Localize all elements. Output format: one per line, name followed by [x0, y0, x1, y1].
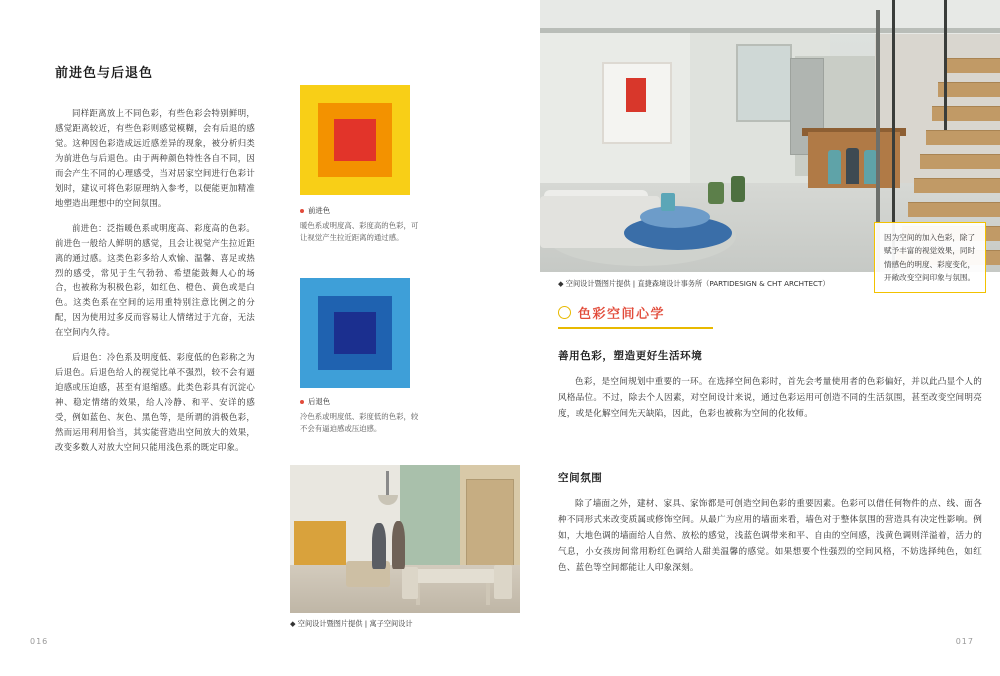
right-paragraph-2: 除了墙面之外，建材、家具、家饰都是可创造空间色彩的重要因素。色彩可以借任何物件的点、线、面各种不同形式来改变质属或修饰空间。从最广为应用的墙面来看，墙色对于整体氛围的营造具有决定性影响。例如，大地色调的墙面给人自然、放松的感觉，浅蓝色调带来和平、自由的空间感，浅黄色调则洋溢着，活力的气息，小女孩房间常用粉红色调给人甜美温馨的感觉。如果想要个性强烈的空间风格，不妨选择纯色，如红色、蓝色等空间都能让人印象深刻。	[558, 499, 982, 573]
bullet-dot-icon	[300, 400, 304, 404]
swatch-warm-core	[334, 119, 376, 161]
photo-stair-step	[920, 154, 1000, 169]
callout-note: 因为空间的加入色彩，除了赋予丰富的视觉效果，同时情感色的明度、彩度变化，开敞改变空间印象与氛围。	[874, 222, 986, 293]
photo-plant	[708, 182, 724, 204]
photo-chair	[494, 565, 512, 599]
photo-caption-right: ◆ 空间设计暨图片提供 | 直捷森境设计事务所（PARTIDESIGN & CHT ARCHTECT）	[558, 279, 830, 288]
photo-table-top	[410, 569, 496, 583]
photo-caption-left: ◆ 空间设计暨图片提供 | 寓子空间设计	[290, 619, 413, 628]
swatch-cool-mid	[318, 296, 392, 370]
photo-stair-step	[926, 130, 1000, 145]
photo-window	[736, 44, 792, 122]
photo-stair-step	[938, 82, 1000, 97]
photo-plant	[731, 176, 745, 202]
photo-framed-artwork	[602, 62, 672, 144]
photo-stair-step	[908, 202, 1000, 217]
circle-deco-icon	[558, 306, 571, 319]
swatch-warm-title: 前进色	[308, 206, 331, 215]
photo-wall-green	[400, 465, 460, 565]
swatch-cool-text: 冷色系或明度低、彩度低的色彩，较不会有逼迫感或压迫感。	[300, 411, 419, 433]
photo-table-leg	[486, 583, 490, 605]
photo-coffee-table-upper	[640, 206, 710, 228]
page-title: 前进色与后退色	[55, 66, 154, 81]
paragraph-1: 同样距离放上不同色彩，有些色彩会特别鲜明，感觉距离较近，有些色彩则感觉模糊，会有后退的感觉。这种因色彩造成远近感差异的现象，被分析归类为前进色与后退色。由于两种颜色特性各自不同，因而会产生不同的心理感受，当对居家空间进行色彩计划时，建议可将色彩原理纳入参考，以便能更加精准地塑造出理想中的空间氛围。	[55, 108, 255, 208]
photo-stair-post	[944, 0, 947, 130]
photo-yellow-cabinet	[294, 521, 346, 565]
swatch-warm-title-line	[300, 205, 420, 217]
right-page	[540, 0, 1000, 676]
photo-bar-stool	[846, 148, 859, 184]
swatch-cool-title: 后退色	[308, 397, 331, 406]
swatch-cool-caption	[300, 396, 420, 435]
paragraph-3: 后退色：冷色系及明度低、彩度低的色彩称之为后退色。后退色给人的视觉比单不强烈，较不会有逼迫感或压迫感，甚至有退缩感。此类色彩具有沉淀心神、稳定情绪的效果，给人冷静、和平、安详的感受，例如蓝色、灰色、黑色等，是所谓的消极色彩，然而运用利用恰当，其实能营造出空间放大的效果，改变多数人对放大空间只能用浅色系的既定印象。	[55, 352, 255, 453]
interior-photo-dining	[290, 465, 520, 613]
photo-bar-stool	[828, 150, 841, 184]
sub-heading-1: 善用色彩，塑造更好生活环境	[558, 350, 703, 362]
photo-pendant-cord	[386, 471, 389, 497]
section-title-group	[558, 303, 665, 322]
swatch-cool-title-line	[300, 396, 420, 408]
sub-heading-2: 空间氛围	[558, 472, 603, 484]
swatch-warm-caption	[300, 205, 420, 244]
folio-right: 017	[955, 637, 974, 646]
bullet-dot-icon	[300, 209, 304, 213]
artwork-figure	[626, 78, 646, 112]
photo-person	[392, 521, 405, 569]
section-title: 色彩空间心学	[578, 307, 666, 322]
paragraph-2: 前进色：泛指暖色系或明度高、彩度高的色彩。前进色一般给人鲜明的感觉，且会让视觉产生拉近距离的通过感。这类色彩多给人欢愉、温馨、喜足或热烈的感受，常见于生气勃勃、希望能鼓舞人心的场合，也被称为积极色彩，如红色、橙色、黄色或是白色。这类色系在空间的运用重特别注意比例之的分配，因为使用过多反而容易让人情绪过于亢奋，无法在空间内久待。	[55, 222, 255, 338]
photo-chair	[402, 567, 418, 599]
swatch-cool-colors	[300, 278, 410, 388]
photo-stair-step	[914, 178, 1000, 193]
folio-left: 016	[30, 637, 49, 646]
photo-person	[372, 523, 386, 569]
swatch-warm-mid	[318, 103, 392, 177]
swatch-warm-text: 暖色系或明度高、彩度高的色彩，可让视觉产生拉近距离的通过感。	[300, 220, 419, 242]
photo-stair-step	[944, 58, 1000, 73]
section-underline	[558, 327, 713, 329]
left-body-column	[55, 106, 255, 465]
right-paragraph-1: 色彩，是空间规划中重要的一环。在选择空间色彩时，首先会考量使用者的色彩偏好，并以此凸显个人的风格品位。不过，除去个人因素，对空间设计来说，通过色彩运用可创造不同的生活氛围，甚至改变空间明亮度，或是化解空间先天缺陷，因此，色彩也被称为空间的化妆师。	[558, 377, 982, 419]
swatch-warm-colors	[300, 85, 410, 195]
swatch-cool-core	[334, 312, 376, 354]
photo-teapot	[661, 193, 675, 211]
photo-stair-step	[932, 106, 1000, 121]
